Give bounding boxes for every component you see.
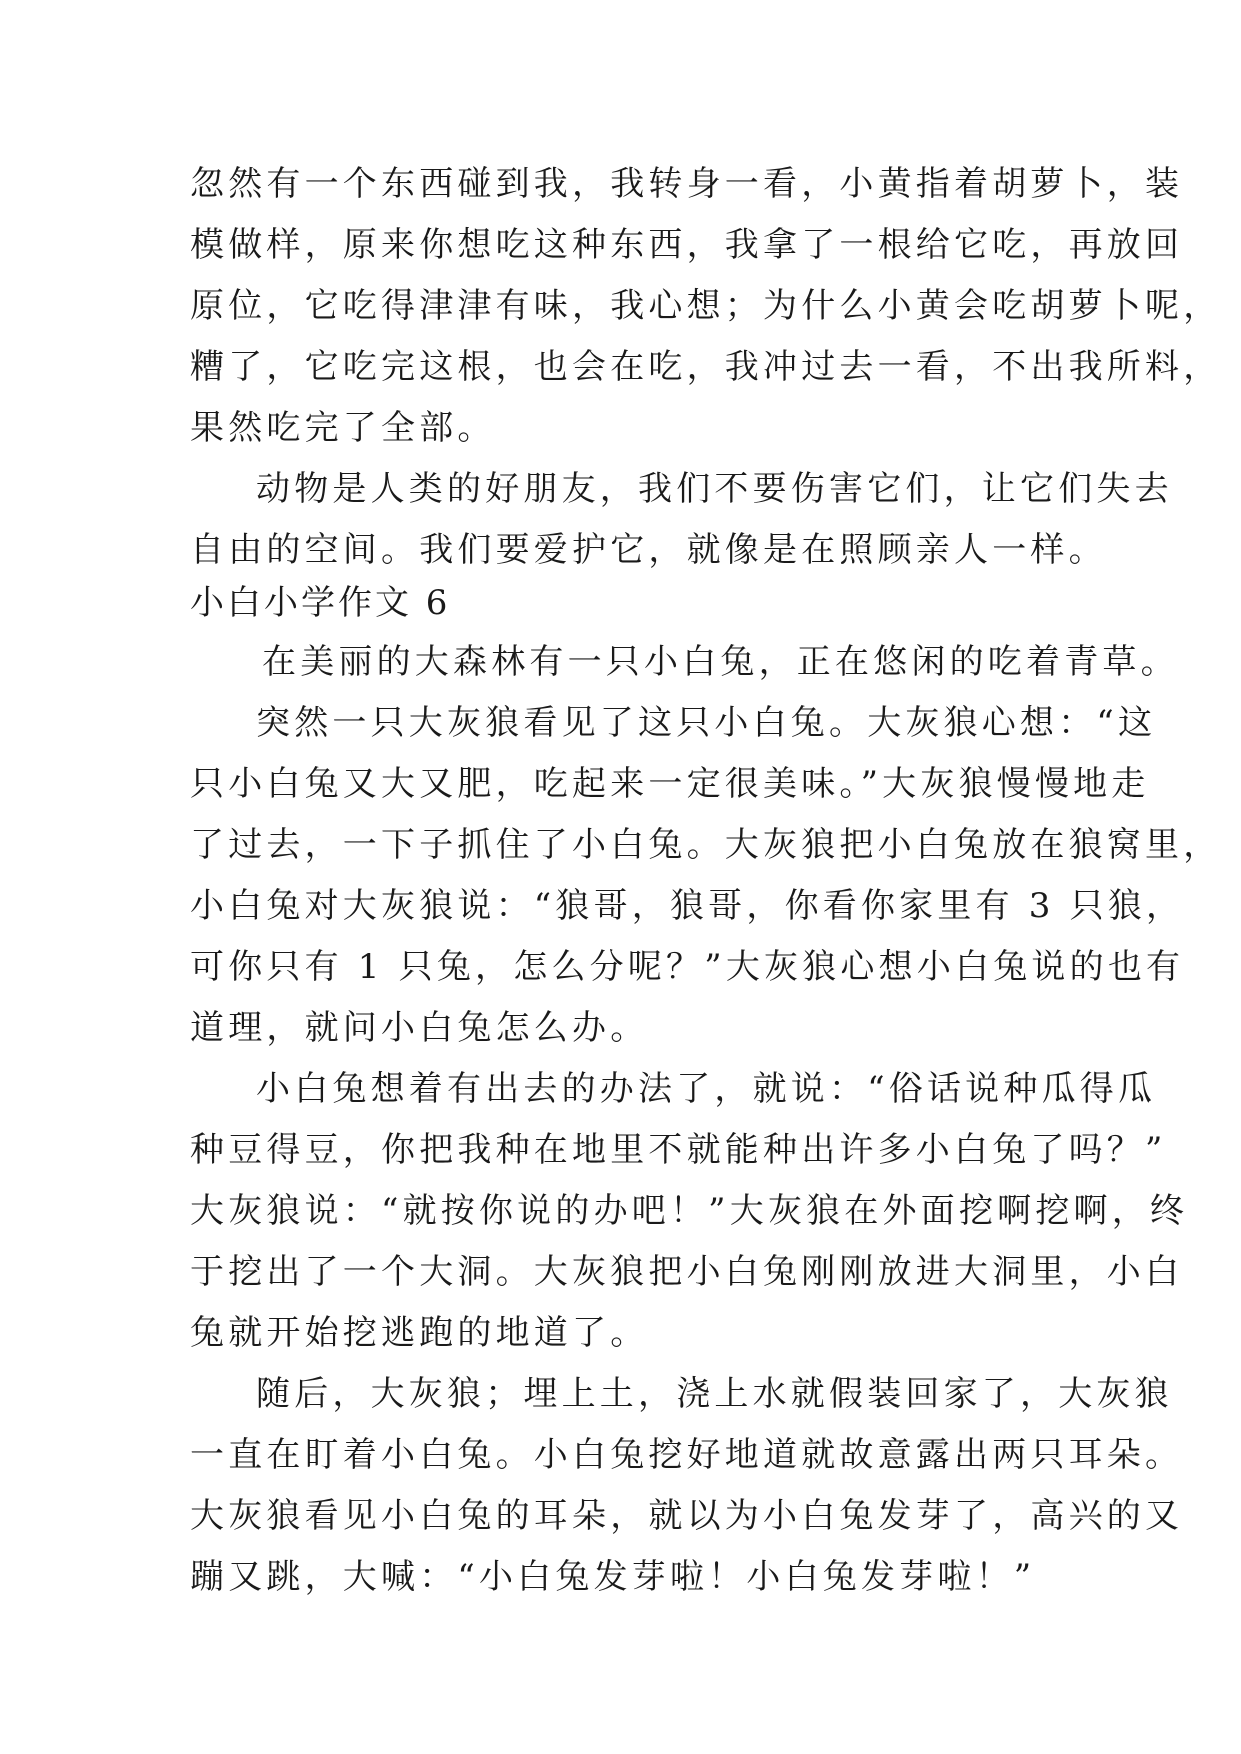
text-line: 突然一只大灰狼看见了这只小白兔。大灰狼心想：“这 bbox=[256, 703, 1157, 743]
text-line: 果然吃完了全部。 bbox=[190, 408, 496, 448]
text-line: 道理，就问小白兔怎么办。 bbox=[190, 1008, 649, 1048]
text-line: 小白兔对大灰狼说：“狼哥，狼哥，你看你家里有 3 只狼， bbox=[190, 886, 1185, 926]
text-line: 自由的空间。我们要爱护它，就像是在照顾亲人一样。 bbox=[190, 530, 1107, 570]
text-line: 小白兔想着有出去的办法了，就说：“俗话说种瓜得瓜 bbox=[256, 1069, 1157, 1109]
text-line: 随后，大灰狼；埋上土，浇上水就假装回家了，大灰狼 bbox=[256, 1374, 1173, 1414]
text-line: 原位，它吃得津津有味，我心想；为什么小黄会吃胡萝卜呢， bbox=[190, 286, 1222, 326]
text-line: 可你只有 1 只兔，怎么分呢？”大灰狼心想小白兔说的也有 bbox=[190, 947, 1185, 987]
text-line: 于挖出了一个大洞。大灰狼把小白兔刚刚放进大洞里，小白 bbox=[190, 1252, 1184, 1292]
text-line: 兔就开始挖逃跑的地道了。 bbox=[190, 1313, 649, 1353]
text-line: 在美丽的大森林有一只小白兔，正在悠闲的吃着青草。 bbox=[262, 642, 1179, 682]
text-line: 大灰狼看见小白兔的耳朵，就以为小白兔发芽了，高兴的又 bbox=[190, 1496, 1184, 1536]
text-line: 种豆得豆，你把我种在地里不就能种出许多小白兔了吗？” bbox=[190, 1130, 1167, 1170]
text-line: 了过去，一下子抓住了小白兔。大灰狼把小白兔放在狼窝里， bbox=[190, 825, 1222, 865]
text-line: 动物是人类的好朋友，我们不要伤害它们，让它们失去 bbox=[256, 469, 1173, 509]
text-line: 蹦又跳，大喊：“小白兔发芽啦！小白兔发芽啦！” bbox=[190, 1557, 1036, 1597]
text-line: 大灰狼说：“就按你说的办吧！”大灰狼在外面挖啊挖啊，终 bbox=[190, 1191, 1189, 1231]
text-line: 只小白兔又大又肥，吃起来一定很美味。”大灰狼慢慢地走 bbox=[190, 764, 1150, 804]
text-line: 忽然有一个东西碰到我，我转身一看，小黄指着胡萝卜，装 bbox=[190, 164, 1184, 204]
text-line: 糟了，它吃完这根，也会在吃，我冲过去一看，不出我所料， bbox=[190, 347, 1222, 387]
section-heading: 小白小学作文 6 bbox=[190, 583, 451, 623]
text-line: 一直在盯着小白兔。小白兔挖好地道就故意露出两只耳朵。 bbox=[190, 1435, 1184, 1475]
text-line: 模做样，原来你想吃这种东西，我拿了一根给它吃，再放回 bbox=[190, 225, 1184, 265]
